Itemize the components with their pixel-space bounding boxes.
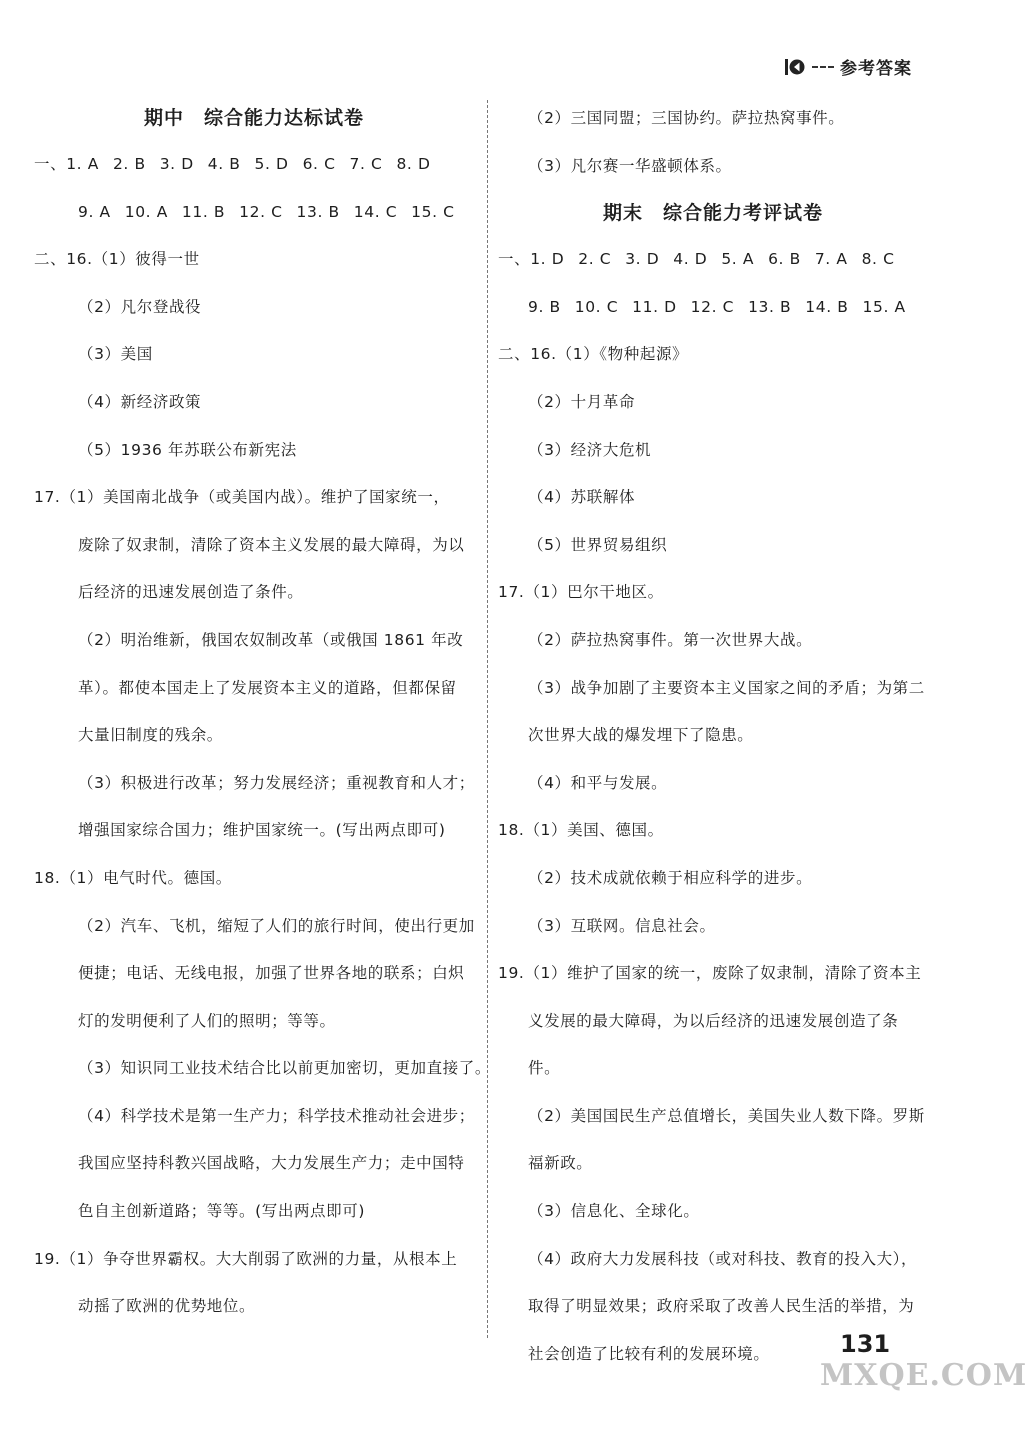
mc-answer: 9. A: [78, 202, 111, 221]
answer-line: （3）经济大危机: [528, 440, 652, 459]
right-column: [498, 95, 928, 1378]
mc-answer: 2. B: [112, 155, 146, 173]
answer-line: 动摇了欧洲的优势地位。: [78, 1297, 256, 1316]
mc-answer-row: [498, 284, 928, 332]
mc-answer: 15. A: [862, 297, 906, 316]
answer-line: 取得了明显效果；政府采取了改善人民生活的举措，为: [528, 1297, 915, 1316]
mc-answer: 8. D: [396, 155, 431, 173]
answer-line: （3）积极进行改革；努力发展经济；重视教育和人才；: [78, 773, 475, 792]
watermark: MXQE.COM: [820, 1358, 1027, 1393]
answer-line: （3）凡尔赛一华盛顿体系。: [528, 156, 732, 175]
answer-line: （4）政府大力发展科技（或对科技、教育的投入大），: [528, 1249, 918, 1268]
answer-line: （3）互联网。信息社会。: [528, 916, 716, 935]
answer-line: （2）十月革命: [528, 392, 636, 411]
mc-answer: 1. A: [66, 155, 99, 173]
answer-line: 19.（1）争夺世界霸权。大大削弱了欧洲的力量，从根本上: [34, 1249, 458, 1268]
mc-answer: 13. B: [748, 297, 792, 316]
answer-line: 二、16.（1）彼得一世: [34, 250, 200, 269]
answer-line: 义发展的最大障碍，为以后经济的迅速发展创造了条: [528, 1011, 899, 1030]
mc-answer: 3. D: [159, 155, 194, 173]
mc-answer: 5. D: [254, 155, 289, 173]
mc-answer: 14. C: [353, 202, 398, 221]
answer-line: 二、16.（1）《物种起源》: [498, 345, 689, 364]
answer-line: （2）美国国民生产总值增长，美国失业人数下降。罗斯: [528, 1106, 925, 1125]
mc-answer: 2. C: [578, 250, 612, 269]
answer-line: （2）三国同盟；三国协约。萨拉热窝事件。: [528, 109, 845, 127]
mc-answer: 15. C: [411, 202, 455, 221]
answer-line: 我国应坚持科教兴国战略，大力发展生产力；走中国特: [78, 1154, 465, 1173]
mc-answer: 12. C: [690, 297, 735, 316]
final-exam-title: 期末 综合能力考评试卷: [602, 202, 823, 225]
book-arrow-logo-icon: [784, 57, 806, 77]
mc-answer: 10. A: [124, 202, 168, 221]
answer-line: （2）凡尔登战役: [78, 297, 202, 316]
answer-line: 件。: [528, 1059, 561, 1078]
answer-line: 17.（1）美国南北战争（或美国内战）。维护了国家统一，: [34, 488, 450, 507]
answer-line: 革）。都使本国走上了发展资本主义的道路，但都保留: [78, 678, 457, 697]
answer-line: （2）萨拉热窝事件。第一次世界大战。: [528, 630, 813, 649]
mc-section-label: 一、: [34, 155, 67, 173]
answer-line: （4）苏联解体: [528, 488, 636, 507]
answer-line: 18.（1）电气时代。德国。: [34, 868, 232, 887]
answer-line: 17.（1）巴尔干地区。: [498, 583, 664, 602]
answer-line: 19.（1）维护了国家的统一，废除了奴隶制，清除了资本主: [498, 964, 922, 983]
answer-line: （5）世界贸易组织: [528, 535, 668, 554]
mc-answer: 6. C: [302, 155, 336, 173]
answer-line: （3）战争加剧了主要资本主义国家之间的矛盾；为第二: [528, 678, 925, 697]
mc-answer: 9. B: [528, 297, 561, 316]
mc-answer: 4. B: [207, 155, 241, 173]
page-number: 131: [840, 1330, 891, 1358]
answer-line: 增强国家综合国力；维护国家统一。(写出两点即可): [78, 821, 446, 840]
answer-line: （4）和平与发展。: [528, 773, 668, 792]
answer-line: 社会创造了比较有利的发展环境。: [528, 1344, 770, 1363]
mc-answer-row: [498, 236, 928, 284]
mc-answer: 13. B: [296, 202, 340, 221]
left-column: [34, 95, 491, 1331]
mc-answer: 8. C: [861, 250, 895, 269]
mc-answer: 7. C: [349, 155, 383, 173]
answer-line: （4）新经济政策: [78, 392, 202, 411]
mc-answer: 10. C: [574, 297, 619, 316]
answer-line: （3）美国: [78, 345, 153, 364]
mc-answer: 4. D: [673, 250, 708, 269]
mc-answer-row: [34, 141, 474, 189]
mc-answer: 11. D: [632, 297, 677, 316]
answer-line: 后经济的迅速发展创造了条件。: [78, 583, 304, 602]
mc-answer: 11. B: [181, 202, 226, 221]
answer-line: 色自主创新道路；等等。(写出两点即可): [78, 1202, 365, 1221]
answer-line: （3）信息化、全球化。: [528, 1202, 700, 1221]
header-label: 参考答案: [840, 59, 912, 79]
mc-answer: 5. A: [721, 250, 755, 269]
answer-line: （5）1936 年苏联公布新宪法: [78, 440, 297, 459]
header-dash-line: [812, 66, 834, 68]
answer-line: （2）技术成就依赖于相应科学的进步。: [528, 868, 813, 887]
mc-answer-row: [34, 189, 474, 237]
answer-line: 废除了奴隶制，清除了资本主义发展的最大障碍，为以: [78, 535, 465, 554]
answer-line: 大量旧制度的残余。: [78, 726, 223, 745]
page-header: [784, 54, 912, 79]
mc-answer: 14. B: [805, 297, 849, 316]
mc-answer: 7. A: [814, 250, 848, 269]
answer-line: 次世界大战的爆发埋下了隐患。: [528, 726, 754, 745]
mc-answer: 6. B: [768, 250, 801, 269]
column-divider: [487, 100, 488, 1338]
midterm-title: 期中 综合能力达标试卷: [143, 107, 364, 129]
answer-line: （4）科学技术是第一生产力；科学技术推动社会进步；: [78, 1106, 475, 1125]
answer-line: 灯的发明便利了人们的照明；等等。: [78, 1011, 336, 1030]
mc-answer: 12. C: [239, 202, 283, 221]
mc-section-label: 一、: [498, 250, 531, 269]
answer-line: （3）知识同工业技术结合比以前更加密切，更加直接了。: [78, 1059, 491, 1078]
answer-line: 福新政。: [528, 1154, 593, 1173]
mc-answer: 1. D: [530, 250, 565, 269]
mc-answer: 3. D: [625, 250, 660, 269]
answer-line: （2）汽车、飞机，缩短了人们的旅行时间，使出行更加: [78, 916, 475, 935]
answer-line: 便捷；电话、无线电报，加强了世界各地的联系；白炽: [78, 964, 465, 983]
answer-line: 18.（1）美国、德国。: [498, 821, 664, 840]
answer-line: （2）明治维新，俄国农奴制改革（或俄国 1861 年改: [78, 630, 464, 649]
